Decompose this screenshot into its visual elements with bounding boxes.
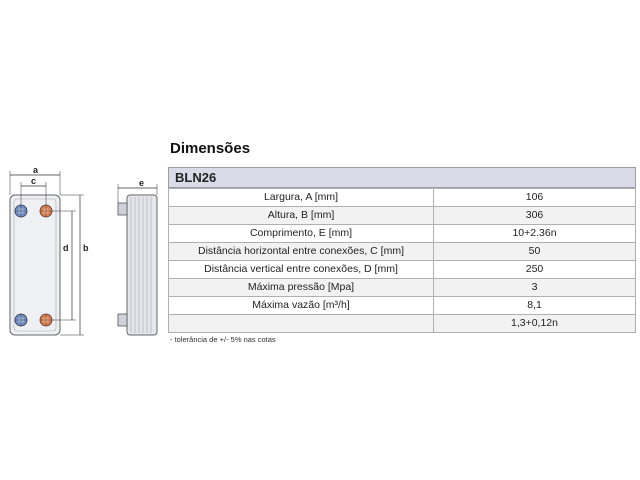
spec-label: Distância horizontal entre conexões, C [mm]: [169, 243, 434, 261]
spec-label: [169, 315, 434, 333]
dim-label-e: e: [139, 178, 145, 188]
table-row: [169, 261, 636, 279]
section-title: Dimensões: [170, 140, 251, 157]
front-view: [10, 165, 89, 335]
table-row: [169, 279, 636, 297]
spec-label: Máxima pressão [Mpa]: [169, 279, 434, 297]
spec-value: 250: [434, 261, 636, 279]
spec-value: 8,1: [434, 297, 636, 315]
spec-label: Máxima vazão [m³/h]: [169, 297, 434, 315]
spec-value: 306: [434, 207, 636, 225]
table-row: [169, 243, 636, 261]
heat-exchanger-drawing: [0, 0, 170, 480]
dim-label-c: c: [31, 176, 37, 186]
table-row: [169, 189, 636, 207]
spec-value: 50: [434, 243, 636, 261]
specs-table-wrapper: [168, 167, 636, 344]
dim-label-b: b: [83, 243, 89, 253]
spec-label: Largura, A [mm]: [169, 189, 434, 207]
spec-value: 106: [434, 189, 636, 207]
spec-label: Distância vertical entre conexões, D [mm]: [169, 261, 434, 279]
port-top-right-icon: [40, 205, 52, 217]
spec-value: 3: [434, 279, 636, 297]
model-header: BLN26: [168, 167, 636, 188]
tolerance-note: - tolerância de +/- 5% nas cotas: [170, 335, 276, 344]
port-bottom-right-icon: [40, 314, 52, 326]
specs-table: [168, 188, 636, 333]
dim-label-a: a: [33, 165, 39, 175]
spec-label: Comprimento, E [mm]: [169, 225, 434, 243]
spec-value: 1,3+0,12n: [434, 315, 636, 333]
spec-value: 10+2.36n: [434, 225, 636, 243]
port-bottom-left-icon: [15, 314, 27, 326]
side-view: [118, 178, 157, 335]
table-row: [169, 225, 636, 243]
spec-label: Altura, B [mm]: [169, 207, 434, 225]
table-row: [169, 315, 636, 333]
dim-label-d: d: [63, 243, 69, 253]
table-row: [169, 297, 636, 315]
port-top-left-icon: [15, 205, 27, 217]
table-row: [169, 207, 636, 225]
side-plate-stack: [127, 195, 157, 335]
